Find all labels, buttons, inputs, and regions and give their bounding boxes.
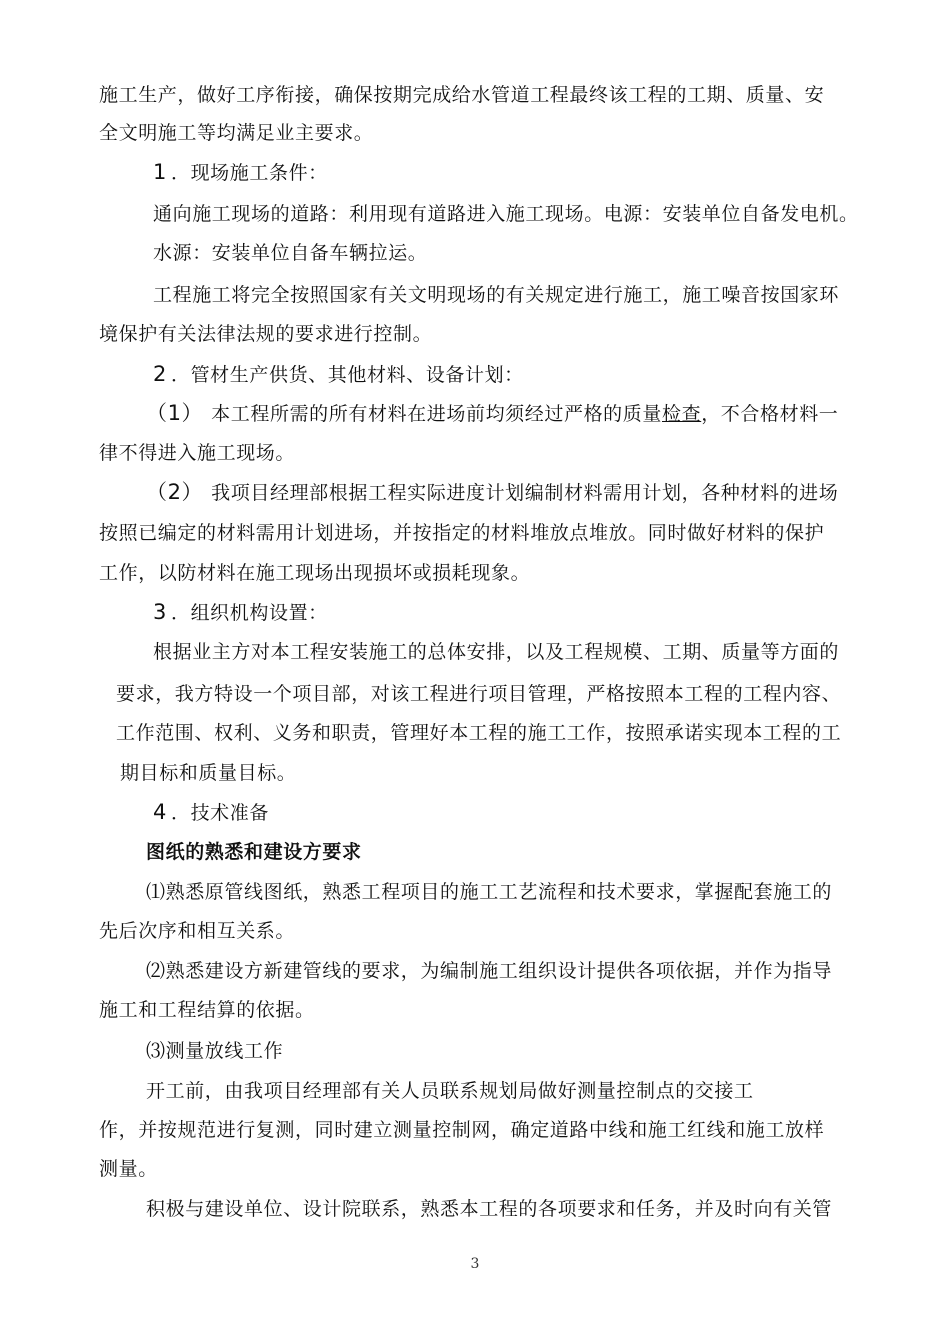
body-text-line: 水源：安装单位自备车辆拉运。: [153, 242, 428, 264]
body-text-line: ⑴熟悉原管线图纸，熟悉工程项目的施工工艺流程和技术要求，掌握配套施工的: [146, 881, 833, 903]
body-text-line: 期目标和质量目标。: [120, 762, 297, 784]
section-number: 3: [153, 600, 167, 624]
numbered-paragraph-1: [146, 401, 838, 426]
body-text-line: 境保护有关法律法规的要求进行控制。: [99, 323, 433, 345]
numbered-paragraph-2: [146, 480, 838, 505]
section-heading-1: [153, 160, 328, 185]
paragraph-text: 我项目经理部根据工程实际进度计划编制材料需用计划，各种材料的进场: [211, 482, 839, 504]
body-text-line: 作，并按规范进行复测，同时建立测量控制网，确定道路中线和施工红线和施工放样: [99, 1119, 825, 1141]
page-number: 3: [470, 1256, 480, 1272]
body-text-line: 测量。: [99, 1158, 158, 1180]
section-heading-2: [153, 362, 524, 387]
section-title: ．技术准备: [170, 802, 269, 824]
body-text-line: 工作范围、权利、义务和职责，管理好本工程的施工工作，按照承诺实现本工程的工: [116, 722, 842, 744]
section-heading-3: [153, 600, 328, 625]
body-text-line: 律不得进入施工现场。: [99, 442, 296, 464]
body-text-line: 工程施工将完全按照国家有关文明现场的有关规定进行施工，施工噪音按国家环: [153, 284, 840, 306]
body-text-line: 施工和工程结算的依据。: [99, 999, 315, 1021]
paragraph-text: 本工程所需的所有材料在进场前均须经过严格的质量: [211, 403, 662, 425]
section-title: ．组织机构设置：: [170, 602, 328, 624]
body-text-line: ⑶测量放线工作: [146, 1040, 284, 1062]
body-text-line: 施工生产，做好工序衔接，确保按期完成给水管道工程最终该工程的工期、质量、安: [99, 84, 825, 106]
bold-subheading: 图纸的熟悉和建设方要求: [146, 841, 362, 863]
body-text-line: 积极与建设单位、设计院联系，熟悉本工程的各项要求和任务，并及时向有关管: [146, 1198, 833, 1220]
body-text-line: 全文明施工等均满足业主要求。: [99, 122, 374, 144]
item-marker: （2）: [146, 480, 204, 504]
section-title: ．管材生产供货、其他材料、设备计划：: [170, 364, 524, 386]
body-text-line: 通向施工现场的道路：利用现有道路进入施工现场。电源：安装单位自备发电机。: [153, 203, 859, 225]
body-text-line: 根据业主方对本工程安装施工的总体安排，以及工程规模、工期、质量等方面的: [153, 641, 840, 663]
section-number: 1: [153, 160, 167, 184]
section-heading-4: [153, 800, 269, 825]
section-title: ．现场施工条件：: [170, 162, 328, 184]
body-text-line: 按照已编定的材料需用计划进场，并按指定的材料堆放点堆放。同时做好材料的保护: [99, 522, 825, 544]
underlined-term: 检查: [661, 403, 702, 425]
body-text-line: ⑵熟悉建设方新建管线的要求，为编制施工组织设计提供各项依据，并作为指导: [146, 960, 833, 982]
body-text-line: 先后次序和相互关系。: [99, 920, 296, 942]
body-text-line: 开工前，由我项目经理部有关人员联系规划局做好测量控制点的交接工: [146, 1080, 754, 1102]
item-marker: （1）: [146, 401, 204, 425]
body-text-line: 工作，以防材料在施工现场出现损坏或损耗现象。: [99, 562, 531, 584]
body-text-line: 要求，我方特设一个项目部，对该工程进行项目管理，严格按照本工程的工程内容、: [116, 683, 842, 705]
section-number: 4: [153, 800, 167, 824]
section-number: 2: [153, 362, 167, 386]
paragraph-text: ，不合格材料一: [701, 403, 839, 425]
